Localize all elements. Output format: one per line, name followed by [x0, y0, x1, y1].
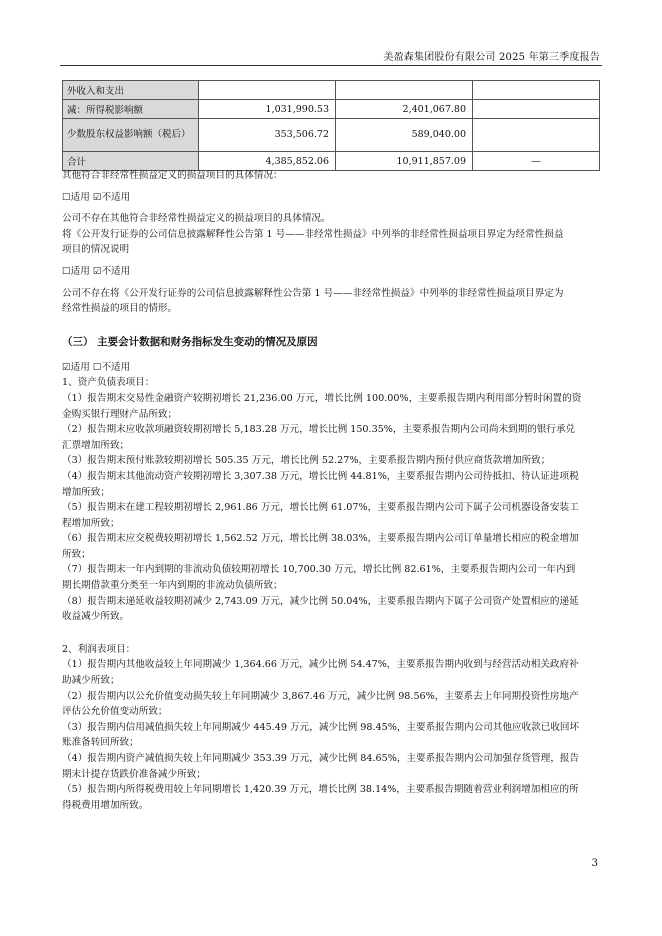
paragraph: 公司不存在将《公开发行证券的公司信息披露解释性公告第 1 号——非经常性损益》中列举的非经常性损益项目界定为	[62, 287, 564, 299]
list-item: （2）报告期内以公允价值变动损失较上年同期减少 3,867.46 万元，减少比例 98.56%，主要系去上年同期投资性房地产	[62, 690, 579, 702]
subsection-title: 2、利润表项目：	[62, 643, 136, 655]
paragraph: 公司不存在其他符合非经常性损益定义的损益项目的具体情况。	[62, 213, 331, 225]
applicability-checkbox: ☐适用 ☑不适用	[62, 265, 131, 277]
list-item-cont: 期末计提存货跌价准备减少所致；	[62, 768, 206, 780]
row-label: 减：所得税影响额	[63, 100, 199, 119]
cell-value: 353,506.72	[199, 119, 336, 152]
paragraph: 将《公开发行证券的公司信息披露解释性公告第 1 号——非经常性损益》中列举的非经常性损益项目界定为经常性损益	[62, 228, 564, 240]
list-item: （6）报告期末应交税费较期初增长 1,562.52 万元，增长比例 38.03%，主要系报告期内公司订单量增长相应的税金增加	[62, 533, 579, 545]
applicability-checkbox: ☐适用 ☑不适用	[62, 191, 131, 203]
cell-value: 2,401,067.80	[336, 100, 473, 119]
report-header: 美盈森集团股份有限公司 2025 年第三季度报告	[383, 52, 600, 63]
list-item-cont: 助减少所致；	[62, 675, 120, 687]
list-item: （1）报告期内其他收益较上年同期减少 1,364.66 万元，减少比例 54.47%，主要系报告期内收到与经营活动相关政府补	[62, 659, 579, 671]
paragraph: 项目的情况说明	[62, 244, 130, 256]
list-item: （7）报告期末一年内到期的非流动负债较期初增长 10,700.30 万元，增长比例 82.61%，主要系报告期内公司一年内到	[62, 564, 576, 576]
cell-value	[473, 119, 600, 152]
cell-value	[473, 100, 600, 119]
list-item: （3）报告期内信用减值损失较上年同期减少 445.49 万元，减少比例 98.45%，主要系报告期内公司其他应收款已收回坏	[62, 721, 580, 733]
cell-value: 4,385,852.06	[199, 152, 336, 171]
header-rule	[60, 65, 602, 66]
subsection-title: 1、资产负债表项目：	[62, 377, 155, 389]
list-item-cont: 评估公允价值变动所致；	[62, 706, 168, 718]
row-label: 外收入和支出	[63, 81, 199, 100]
list-item: （1）报告期末交易性金融资产较期初增长 21,236.00 万元，增长比例 100.00%，主要系报告期内利用部分暂时闲置的资	[62, 392, 582, 404]
cell-value: —	[473, 152, 600, 171]
cell-value	[336, 81, 473, 100]
list-item-cont: 期长期借款重分类至一年内到期的非流动负债所致；	[62, 580, 283, 592]
list-item: （4）报告期内资产减值损失较上年同期减少 353.39 万元，减少比例 84.65%，主要系报告期内公司加强存货管理，报告	[62, 753, 580, 764]
cell-value	[199, 81, 336, 100]
list-item-cont: 得税费用增加所致。	[62, 799, 149, 811]
list-item-cont: 账准备转回所致；	[62, 737, 139, 749]
list-item: （8）报告期末递延收益较期初减少 2,743.09 万元，减少比例 50.04%，主要系报告期内下属子公司资产处置相应的递延	[62, 595, 579, 607]
cell-value	[473, 81, 600, 100]
cell-value: 10,911,857.09	[336, 152, 473, 171]
list-item: （3）报告期末预付账款较期初增长 505.35 万元，增长比例 52.27%，主要系报告期内预付供应商货款增加所致；	[62, 455, 551, 467]
non-recurring-table	[62, 80, 600, 171]
list-item-cont: 金购买银行理财产品所致；	[62, 408, 178, 420]
list-item-cont: 所致；	[62, 548, 91, 560]
paragraph: 其他符合非经常性损益定义的损益项目的具体情况：	[62, 170, 283, 181]
list-item: （2）报告期末应收款项融资较期初增长 5,183.28 万元，增长比例 150.35%，主要系报告期内公司尚未到期的银行承兑	[62, 424, 576, 436]
list-item: （4）报告期末其他流动资产较期初增长 3,307.38 万元，增长比例 44.81%，主要系报告期内公司待抵扣、待认证进项税	[62, 470, 579, 482]
cell-value: 1,031,990.53	[199, 100, 336, 119]
table-row	[63, 100, 600, 119]
paragraph: 经常性损益的项目的情形。	[62, 303, 178, 315]
list-item-cont: 增加所致；	[62, 486, 110, 498]
cell-value: 589,040.00	[336, 119, 473, 152]
list-item-cont: 汇票增加所致；	[62, 439, 130, 451]
applicability-checkbox: ☑适用 ☐不适用	[62, 361, 131, 373]
page-number: 3	[591, 858, 598, 869]
row-label: 少数股东权益影响额（税后）	[63, 119, 199, 152]
table-row	[63, 81, 600, 100]
list-item-cont: 程增加所致；	[62, 517, 120, 529]
row-label: 合计	[63, 152, 199, 171]
list-item-cont: 收益减少所致。	[62, 611, 130, 623]
list-item: （5）报告期内所得税费用较上年同期增长 1,420.39 万元，增长比例 38.14%，主要系报告期随着营业利润增加相应的所	[62, 784, 579, 796]
body-content	[62, 168, 602, 813]
table-row	[63, 119, 600, 152]
list-item: （5）报告期末在建工程较期初增长 2,961.86 万元，增长比例 61.07%，主要系报告期内公司下属子公司机器设备安装工	[62, 502, 579, 514]
section-title: （三） 主要会计数据和财务指标发生变动的情况及原因	[62, 335, 318, 348]
